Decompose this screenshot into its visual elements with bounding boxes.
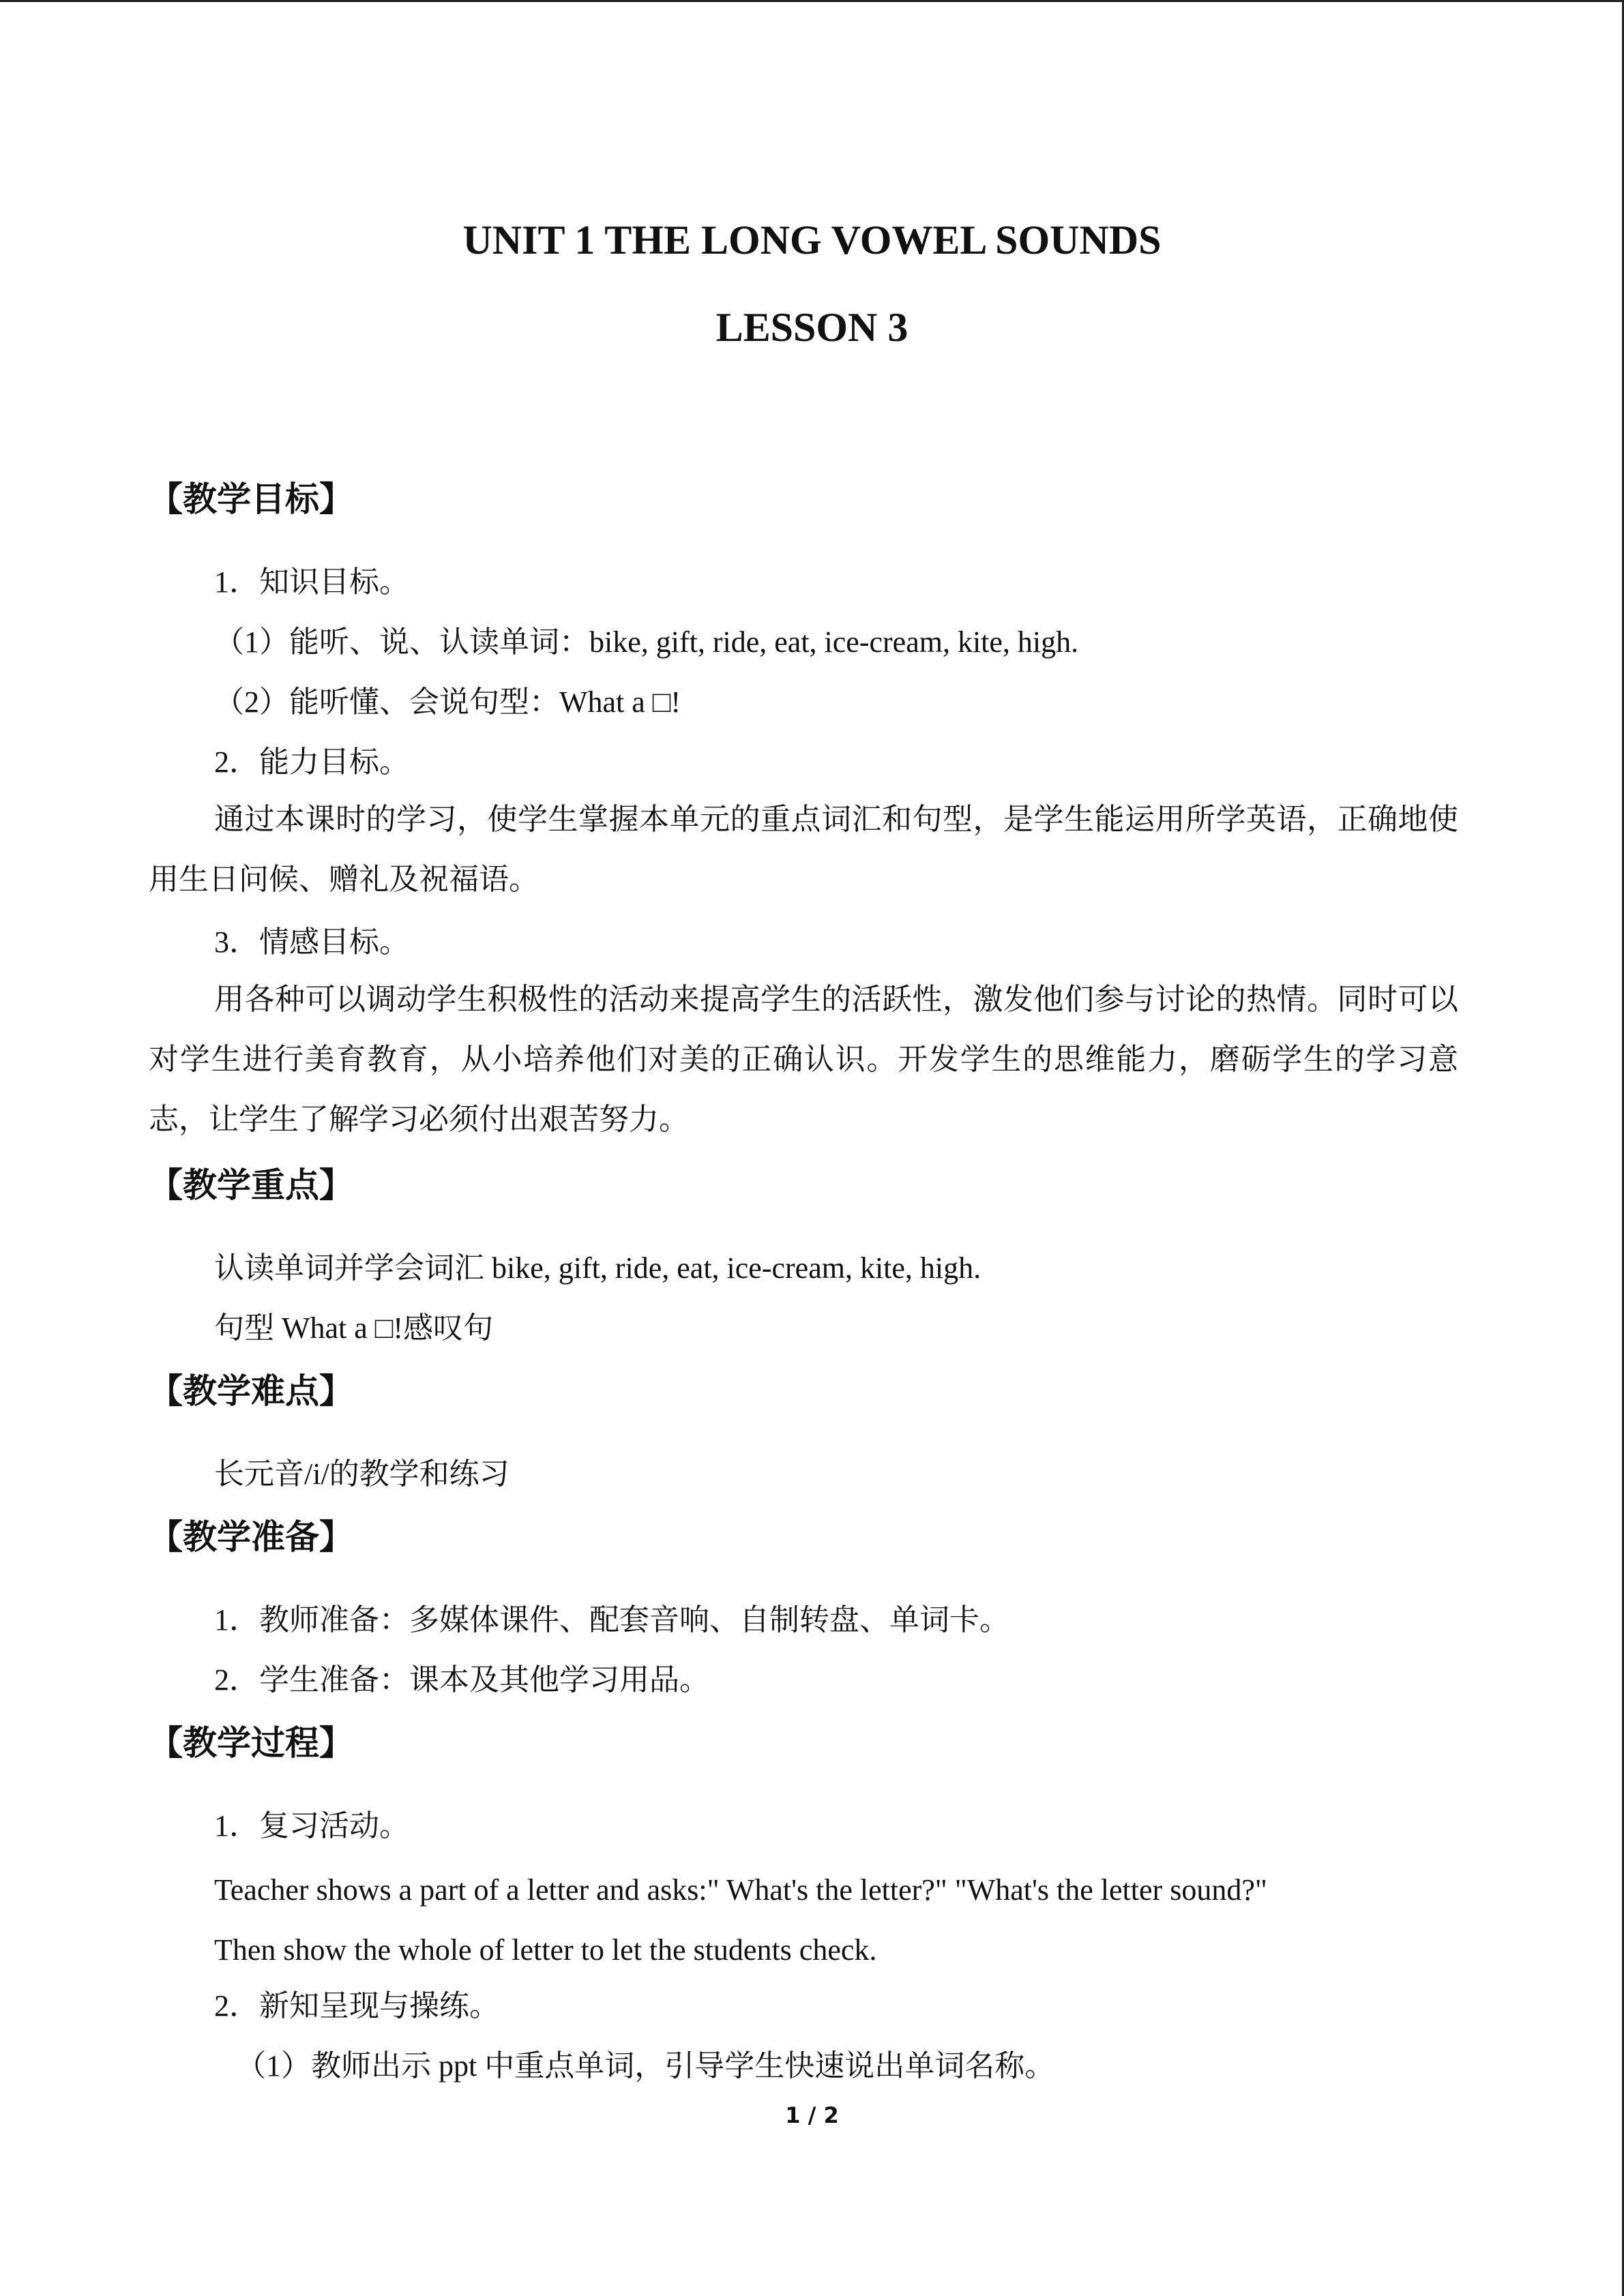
- document-title: UNIT 1 THE LONG VOWEL SOUNDS: [462, 218, 1162, 263]
- ability-objective-label: 2．能力目标。: [214, 745, 409, 779]
- difficulty-line-1: 长元音/i/的教学和练习: [214, 1457, 510, 1491]
- knowledge-objective-label: 1．知识目标。: [214, 565, 409, 599]
- ability-objective-text: 通过本课时的学习，使学生掌握本单元的重点词汇和句型，是学生能运用所学英语，正确地使用生日问候、赠礼及祝福语。: [149, 803, 1458, 896]
- key-point-line-2: 句型 What a □!感叹句: [214, 1311, 494, 1345]
- page-number: 1 / 2: [785, 2102, 839, 2128]
- process-step-1-line-2: Then show the whole of letter to let the students check.: [214, 1933, 877, 1967]
- preparation-line-2: 2．学生准备：课本及其他学习用品。: [214, 1663, 709, 1697]
- process-step-1-line-1: Teacher shows a part of a letter and asks:" What's the letter?" "What's the letter sound?": [214, 1873, 1267, 1907]
- key-point-line-1: 认读单词并学会词汇 bike, gift, ride, eat, ice-cream, kite, high.: [214, 1251, 981, 1285]
- knowledge-objective-item-2: （2）能听懂、会说句型：What a □!: [214, 685, 681, 719]
- process-step-2-item-1: （1）教师出示 ppt 中重点单词，引导学生快速说出单词名称。: [236, 2049, 1055, 2083]
- process-step-2-label: 2．新知呈现与操练。: [214, 1989, 499, 2023]
- section-heading-process: 【教学过程】: [149, 1723, 353, 1763]
- lesson-subtitle: LESSON 3: [715, 305, 909, 350]
- section-heading-difficulties: 【教学难点】: [149, 1371, 353, 1411]
- emotion-objective-label: 3．情感目标。: [214, 925, 409, 959]
- emotion-objective-text: 用各种可以调动学生积极性的活动来提高学生的活跃性，激发他们参与讨论的热情。同时可以对学生进行美育教育，从小培养他们对美的正确认识。开发学生的思维能力，磨砺学生的学习意志，让学生了解学习必须付出艰苦努力。: [149, 983, 1458, 1136]
- preparation-line-1: 1．教师准备：多媒体课件、配套音响、自制转盘、单词卡。: [214, 1603, 1009, 1637]
- section-heading-key-points: 【教学重点】: [149, 1165, 353, 1205]
- knowledge-objective-item-1: （1）能听、说、认读单词：bike, gift, ride, eat, ice-cream, kite, high.: [214, 625, 1079, 659]
- section-heading-objectives: 【教学目标】: [149, 479, 353, 519]
- section-heading-preparation: 【教学准备】: [149, 1517, 353, 1557]
- process-step-1-label: 1．复习活动。: [214, 1809, 409, 1843]
